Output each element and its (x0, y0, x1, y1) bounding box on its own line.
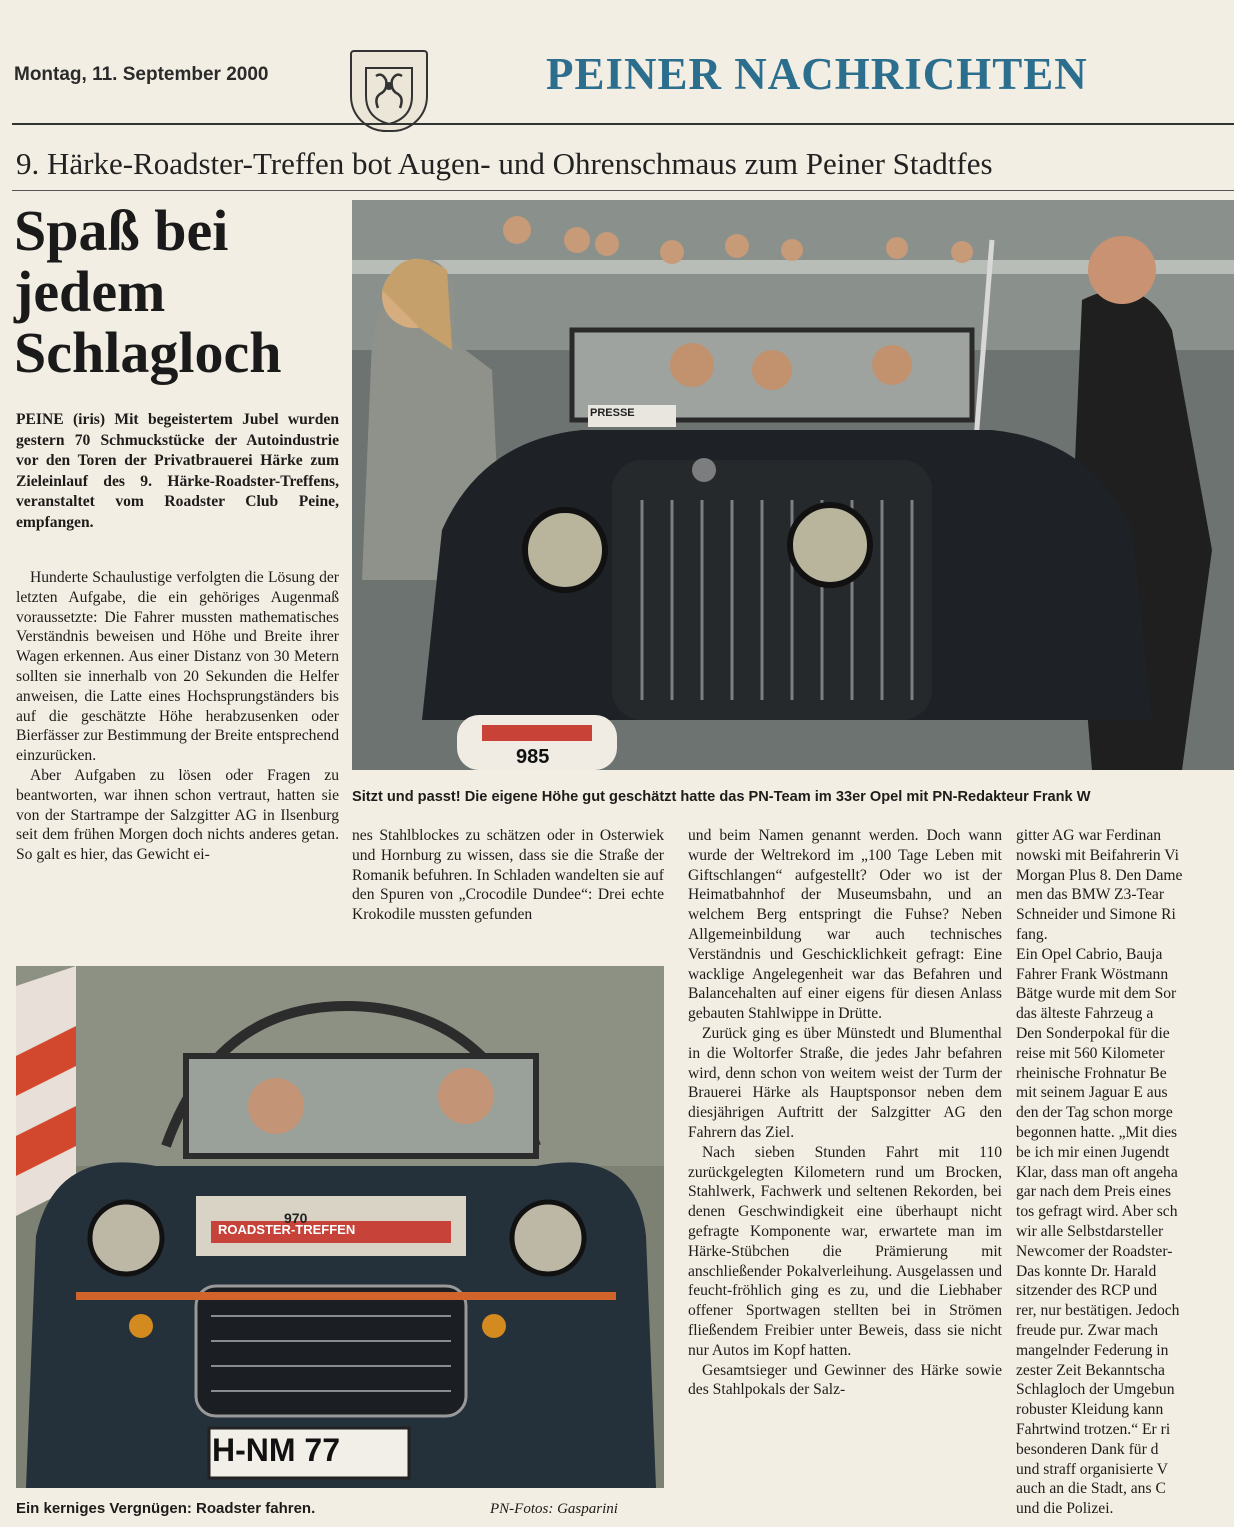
column-line: begonnen hatte. „Mit dies (1016, 1123, 1178, 1141)
article-headline (14, 200, 344, 383)
column-line: Fahrtwind trotzen.“ Er ri (1016, 1420, 1171, 1438)
column-line: zester Zeit Bekanntscha (1016, 1361, 1165, 1379)
rally-number: 970 (284, 1210, 308, 1226)
column-line: Ein Opel Cabrio, Bauja (1016, 945, 1163, 963)
article-column-3 (688, 826, 1002, 1400)
article-subheadline: 9. Härke-Roadster-Treffen bot Augen- und Ohrenschmaus zum Peiner Stadtfes (16, 146, 993, 181)
column-line: Den Sonderpokal für die (1016, 1024, 1170, 1042)
paragraph: Gesamtsieger und Gewinner des Härke sowie des Stahlpokals der Salz- (688, 1361, 1002, 1399)
paragraph: Aber Aufgaben zu lösen oder Fragen zu beantworten, war ihnen schon vertraut, hatten sie von der Startrampe der Salzgitter AG in Ilsenburg seit dem frühen Morgen doch nichts anderes getan. So galt es hier, das Gewicht ei- (16, 766, 339, 864)
column-line: nowski mit Beifahrerin Vi (1016, 846, 1179, 864)
photo2-caption: Ein kerniges Vergnügen: Roadster fahren. (16, 1500, 316, 1517)
photo-vintage-opel (352, 200, 1234, 770)
paragraph: Hunderte Schaulustige verfolgten die Lösung der letzten Aufgabe, die ein gehöriges Augenmaß voraussetzte: Die Fahrer mussten mathematisches Verständnis beweisen und Höhe und Breite ihrer Wagen erkennen. Aus einer Distanz von 30 Metern sollten sie innerhalb von 20 Sekunden die Helfer anweisen, die Latte eines Hochsprungständers bis auf die geschätzte Höhe herabzusenken oder Bierfässer zur Bestimmung der Breite entsprechend einzurücken. (16, 569, 339, 765)
paragraph: und beim Namen genannt werden. Doch wann wurde der Weltrekord im „100 Tage Leben mit Giftschlangen“ aufgestellt? Oder wo ist der Heimatbahnhof der Museumsbahn, und an welchem Berg entspringt die Fuhse? Neben Allgemeinbildung war auch technisches Verständnis und Geschicklichkeit gefragt: Eine wacklige Angelegenheit war das Befahren und Balancehalten auf einer eigens für diesen Anlass gebauten Stahlwippe in Drütte. (688, 827, 1002, 1023)
article-column-1 (16, 568, 339, 865)
photo-credit: PN-Fotos: Gasparini (490, 1501, 618, 1517)
column-line: Newcomer der Roadster- (1016, 1242, 1173, 1260)
column-line: men das BMW Z3-Tear (1016, 886, 1165, 904)
photo1-caption: Sitzt und passt! Die eigene Höhe gut geschätzt hatte das PN-Team im 33er Opel mit PN-Redakteur Frank W (352, 789, 1091, 805)
column-line: gar nach dem Preis eines (1016, 1183, 1172, 1201)
headline-line-1: Spaß bei (14, 198, 229, 263)
rally-number: 985 (516, 746, 550, 768)
paragraph: nes Stahlblockes zu schätzen oder in Osterwiek und Hornburg zu wissen, dass sie die Straße der Romanik befuhren. In Schladen wandelten sie auf den Spuren von „Crocodile Dundee“: Drei echte Krokodile mussten gefunden (352, 827, 664, 924)
header-divider (12, 123, 1234, 125)
column-line: Fahrer Frank Wöstmann (1016, 965, 1169, 983)
column-line: sitzender des RCP und (1016, 1282, 1158, 1300)
column-line: wir alle Selbstdarsteller (1016, 1222, 1164, 1240)
column-line: reise mit 560 Kilometer (1016, 1044, 1165, 1062)
license-plate: H-NM 77 (212, 1432, 341, 1468)
column-line: mit seinem Jaguar E aus (1016, 1084, 1168, 1102)
column-line: und straff organisierte V (1016, 1460, 1169, 1478)
headline-line-2: jedem (14, 259, 166, 324)
subhead-divider (12, 190, 1234, 191)
column-line: auch an die Stadt, ans C (1016, 1480, 1166, 1498)
column-line: freude pur. Zwar mach (1016, 1321, 1159, 1339)
city-crest-logo (350, 50, 428, 132)
column-line: und die Polizei. (1016, 1500, 1114, 1518)
column-line: Morgan Plus 8. Den Dame (1016, 866, 1183, 884)
column-line: gitter AG war Ferdinan (1016, 827, 1162, 844)
column-line: Klar, dass man oft angeha (1016, 1163, 1178, 1181)
column-line: Bätge wurde mit dem Sor (1016, 985, 1177, 1003)
column-line: Das konnte Dr. Harald (1016, 1262, 1157, 1280)
column-line: Schlagloch der Umgebun (1016, 1381, 1175, 1399)
paragraph: Zurück ging es über Münstedt und Blumenthal in die Woltorfer Straße, die jedes Jahr befahren wird, denn schon von weitem weist der Turm der Brauerei Härke als Hauptsponsor neben dem diesjährigen Auftritt der Salzgitter AG den Fahrern das Ziel. (688, 1024, 1002, 1141)
column-line: tos gefragt wird. Aber sch (1016, 1203, 1178, 1221)
column-line: das älteste Fahrzeug a (1016, 1005, 1154, 1023)
column-line: rheinische Frohnatur Be (1016, 1064, 1167, 1082)
column-line: robuster Kleidung kann (1016, 1401, 1164, 1419)
article-column-4 (1016, 826, 1234, 1519)
column-line: be ich mir einen Jugendt (1016, 1143, 1170, 1161)
article-lead: PEINE (iris) Mit begeistertem Jubel wurden gestern 70 Schmuckstücke der Autoindustrie vor den Toren der Privatbrauerei Härke zum Zieleinlauf des 9. Härke-Roadster-Treffens, veranstaltet vom Roadster Club Peine, empfangen. (16, 411, 339, 531)
column-line: den der Tag schon morge (1016, 1104, 1173, 1122)
column-line: besonderen Dank für d (1016, 1440, 1159, 1458)
paragraph: Nach sieben Stunden Fahrt mit 110 zurückgelegten Kilometern rund um Brocken, Stahlwerk, Fachwerk und seltenen Rekorden, bei denen Geschwindigkeit eine überhaupt nicht gefragte Komponente war, erwartete man im Härke-Stübchen die Prämierung mit anschließender Pokalverleihung. Ausgelassen und feucht-fröhlich ging es zu, und die Liebhaber offener Sportwagen stellten bei in Strömen fließendem Freibier unter Beweis, dass sie nicht nur Autos im Kopf hatten. (688, 1143, 1002, 1359)
masthead-title: PEINER NACHRICHTEN (546, 49, 1088, 99)
headline-line-3: Schlagloch (14, 320, 282, 385)
column-line: rer, nur bestätigen. Jedoch (1016, 1302, 1180, 1320)
issue-date: Montag, 11. September 2000 (14, 64, 269, 85)
column-line: mangelnder Federung in (1016, 1341, 1169, 1359)
column-line: Schneider und Simone Ri (1016, 906, 1176, 924)
rally-sign: ROADSTER-TREFFEN (218, 1222, 356, 1237)
column-line: fang. (1016, 925, 1048, 943)
article-column-2 (352, 826, 664, 925)
windshield-sign: PRESSE (590, 407, 635, 419)
